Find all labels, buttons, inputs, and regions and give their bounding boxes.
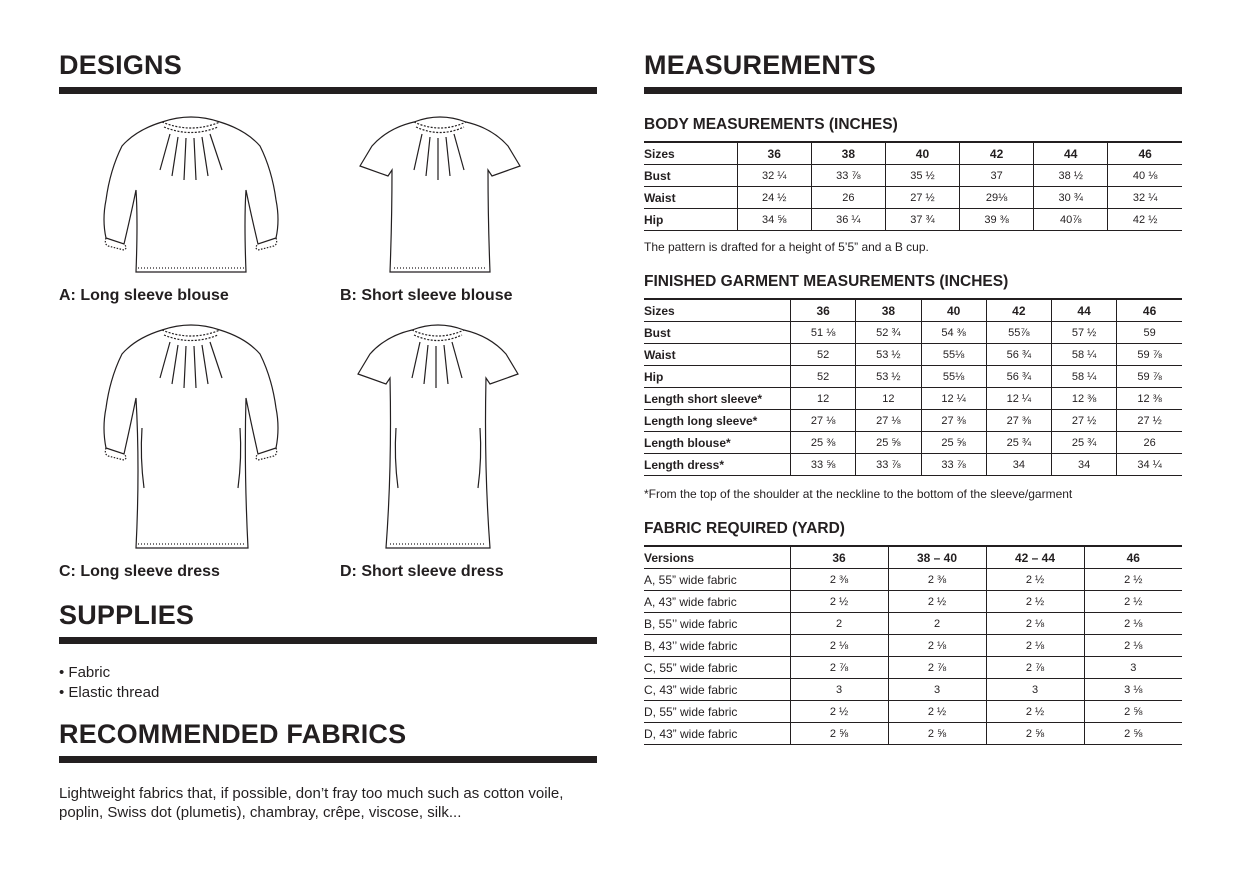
design-label-d: D: Short sleeve dress: [340, 563, 504, 580]
table-cell: 54 ⅜: [921, 322, 986, 344]
table-cell: 3 ⅛: [1084, 679, 1182, 701]
recommended-rule: [59, 756, 597, 763]
table-cell: 2 ½: [888, 591, 986, 613]
table-cell: 42 – 44: [986, 546, 1084, 569]
table-cell: 2 ½: [790, 701, 888, 723]
table-cell: A, 43” wide fabric: [644, 591, 790, 613]
supplies-title: SUPPLIES: [59, 600, 195, 630]
table-cell: 40: [921, 299, 986, 322]
table-cell: 33 ⅞: [856, 454, 921, 476]
table-cell: 2 ⅝: [1084, 723, 1182, 745]
list-item: • Fabric: [59, 663, 159, 683]
table-cell: 27 ½: [1051, 410, 1116, 432]
table-cell: 42: [960, 142, 1034, 165]
table-cell: 55⅛: [921, 366, 986, 388]
table-cell: 25 ⅜: [791, 432, 856, 454]
table-cell: 56 ¾: [986, 366, 1051, 388]
table-cell: Length long sleeve*: [644, 410, 791, 432]
table-cell: 53 ½: [856, 366, 921, 388]
table-cell: 52: [791, 344, 856, 366]
table-row: [644, 344, 1182, 366]
table-cell: 2: [790, 613, 888, 635]
table-cell: 2 ⅝: [986, 723, 1084, 745]
table-row: [644, 299, 1182, 322]
design-label-c: C: Long sleeve dress: [59, 563, 220, 580]
table-cell: 52: [791, 366, 856, 388]
table-cell: 2 ½: [986, 591, 1084, 613]
table-row: [644, 679, 1182, 701]
table-cell: 33 ⅞: [811, 165, 885, 187]
table-cell: Length blouse*: [644, 432, 791, 454]
table-row: [644, 388, 1182, 410]
table-cell: Sizes: [644, 299, 791, 322]
table-cell: 27 ⅛: [791, 410, 856, 432]
long-sleeve-dress-illustration: [100, 318, 282, 554]
table-row: [644, 546, 1182, 569]
table-cell: 52 ¾: [856, 322, 921, 344]
table-row: [644, 569, 1182, 591]
table-cell: B, 43’’ wide fabric: [644, 635, 790, 657]
table-cell: 27 ⅛: [856, 410, 921, 432]
table-cell: 2 ⅞: [986, 657, 1084, 679]
table-cell: 38 – 40: [888, 546, 986, 569]
table-row: [644, 366, 1182, 388]
table-cell: 34 ⅝: [737, 209, 811, 231]
table-cell: D, 43” wide fabric: [644, 723, 790, 745]
table-cell: 26: [1117, 432, 1182, 454]
table-cell: 3: [888, 679, 986, 701]
table-cell: 42 ½: [1108, 209, 1182, 231]
fabric-required-title: FABRIC REQUIRED (YARD): [644, 520, 845, 537]
measurements-title: MEASUREMENTS: [644, 50, 876, 80]
table-cell: 26: [811, 187, 885, 209]
supplies-list: [59, 663, 159, 703]
table-cell: Versions: [644, 546, 790, 569]
table-cell: 2: [888, 613, 986, 635]
recommended-text: Lightweight fabrics that, if possible, don’t fray too much such as cotton voile, poplin, Swiss dot (plumetis), chambray, crêpe, viscose, silk...: [59, 785, 564, 821]
table-cell: 2 ⅛: [790, 635, 888, 657]
table-cell: C, 43” wide fabric: [644, 679, 790, 701]
table-cell: 44: [1034, 142, 1108, 165]
recommended-title: RECOMMENDED FABRICS: [59, 719, 407, 749]
table-cell: 36: [791, 299, 856, 322]
table-cell: 34: [1051, 454, 1116, 476]
table-cell: 29⅛: [960, 187, 1034, 209]
table-cell: Length dress*: [644, 454, 791, 476]
table-cell: 2 ⅜: [888, 569, 986, 591]
table-cell: 56 ¾: [986, 344, 1051, 366]
table-cell: A, 55” wide fabric: [644, 569, 790, 591]
table-cell: 2 ⅛: [888, 635, 986, 657]
table-cell: 58 ¼: [1051, 344, 1116, 366]
table-cell: 3: [986, 679, 1084, 701]
table-row: [644, 613, 1182, 635]
table-row: [644, 701, 1182, 723]
table-row: [644, 410, 1182, 432]
fabric-required-table: [644, 545, 1182, 745]
table-cell: 51 ⅛: [791, 322, 856, 344]
table-cell: 40⅞: [1034, 209, 1108, 231]
table-row: [644, 209, 1182, 231]
table-cell: 32 ¼: [1108, 187, 1182, 209]
table-cell: 38: [856, 299, 921, 322]
table-cell: 46: [1084, 546, 1182, 569]
table-cell: 2 ½: [986, 569, 1084, 591]
body-measurements-note: The pattern is drafted for a height of 5’5” and a B cup.: [644, 240, 929, 254]
table-cell: 44: [1051, 299, 1116, 322]
table-row: [644, 432, 1182, 454]
table-cell: 27 ⅜: [921, 410, 986, 432]
table-cell: 2 ⅝: [888, 723, 986, 745]
table-cell: 38 ½: [1034, 165, 1108, 187]
table-cell: 25 ¾: [1051, 432, 1116, 454]
table-cell: 2 ½: [790, 591, 888, 613]
table-cell: 58 ¼: [1051, 366, 1116, 388]
table-cell: 2 ½: [888, 701, 986, 723]
table-cell: B, 55’’ wide fabric: [644, 613, 790, 635]
finished-measurements-table: [644, 298, 1182, 476]
short-sleeve-dress-illustration: [356, 318, 520, 554]
long-sleeve-blouse-illustration: [100, 110, 282, 278]
table-cell: 46: [1108, 142, 1182, 165]
table-cell: 40: [885, 142, 959, 165]
table-cell: 2 ½: [1084, 569, 1182, 591]
table-cell: 37 ¾: [885, 209, 959, 231]
table-cell: 2 ½: [986, 701, 1084, 723]
table-cell: 2 ⅛: [986, 635, 1084, 657]
table-cell: 27 ½: [885, 187, 959, 209]
designs-rule: [59, 87, 597, 94]
table-cell: 2 ⅛: [1084, 635, 1182, 657]
table-cell: 25 ¾: [986, 432, 1051, 454]
table-cell: 12: [791, 388, 856, 410]
table-cell: 2 ⅝: [790, 723, 888, 745]
table-cell: 59 ⅞: [1117, 344, 1182, 366]
table-cell: 34 ¼: [1117, 454, 1182, 476]
table-cell: C, 55” wide fabric: [644, 657, 790, 679]
table-cell: 33 ⅞: [921, 454, 986, 476]
short-sleeve-blouse-illustration: [358, 110, 522, 278]
body-measurements-table: [644, 141, 1182, 231]
table-row: [644, 142, 1182, 165]
table-cell: Bust: [644, 322, 791, 344]
table-cell: Sizes: [644, 142, 737, 165]
table-cell: 59 ⅞: [1117, 366, 1182, 388]
table-cell: 2 ⅛: [986, 613, 1084, 635]
table-cell: 12 ¼: [986, 388, 1051, 410]
table-cell: 2 ⅜: [790, 569, 888, 591]
table-cell: 36: [790, 546, 888, 569]
table-cell: Bust: [644, 165, 737, 187]
table-cell: 35 ½: [885, 165, 959, 187]
finished-measurements-title: FINISHED GARMENT MEASUREMENTS (INCHES): [644, 273, 1009, 290]
table-cell: 39 ⅜: [960, 209, 1034, 231]
table-cell: Waist: [644, 344, 791, 366]
table-row: [644, 322, 1182, 344]
table-cell: 42: [986, 299, 1051, 322]
table-cell: 3: [790, 679, 888, 701]
table-cell: 33 ⅝: [791, 454, 856, 476]
table-cell: 53 ½: [856, 344, 921, 366]
table-cell: 40 ⅛: [1108, 165, 1182, 187]
designs-title: DESIGNS: [59, 50, 182, 80]
table-cell: 2 ⅞: [888, 657, 986, 679]
table-row: [644, 723, 1182, 745]
table-cell: 27 ⅜: [986, 410, 1051, 432]
table-cell: 12 ¼: [921, 388, 986, 410]
supplies-rule: [59, 637, 597, 644]
table-cell: 34: [986, 454, 1051, 476]
table-cell: 59: [1117, 322, 1182, 344]
design-label-a: A: Long sleeve blouse: [59, 287, 229, 304]
table-cell: 12: [856, 388, 921, 410]
table-cell: 55⅞: [986, 322, 1051, 344]
table-cell: 55⅛: [921, 344, 986, 366]
table-cell: Length short sleeve*: [644, 388, 791, 410]
table-cell: 25 ⅝: [856, 432, 921, 454]
table-cell: D, 55” wide fabric: [644, 701, 790, 723]
table-cell: 2 ½: [1084, 591, 1182, 613]
table-cell: 12 ⅜: [1051, 388, 1116, 410]
table-cell: 32 ¼: [737, 165, 811, 187]
table-cell: 12 ⅜: [1117, 388, 1182, 410]
table-cell: Hip: [644, 366, 791, 388]
table-row: [644, 165, 1182, 187]
table-row: [644, 454, 1182, 476]
finished-measurements-note: *From the top of the shoulder at the neckline to the bottom of the sleeve/garment: [644, 487, 1073, 501]
body-measurements-title: BODY MEASUREMENTS (INCHES): [644, 116, 898, 133]
table-cell: 2 ⅞: [790, 657, 888, 679]
table-cell: 30 ¾: [1034, 187, 1108, 209]
table-row: [644, 657, 1182, 679]
table-cell: 24 ½: [737, 187, 811, 209]
table-cell: 2 ⅝: [1084, 701, 1182, 723]
table-cell: 38: [811, 142, 885, 165]
list-item: • Elastic thread: [59, 683, 159, 703]
table-row: [644, 635, 1182, 657]
table-cell: 25 ⅝: [921, 432, 986, 454]
table-cell: 46: [1117, 299, 1182, 322]
design-label-b: B: Short sleeve blouse: [340, 287, 513, 304]
table-cell: 57 ½: [1051, 322, 1116, 344]
table-cell: 37: [960, 165, 1034, 187]
table-cell: Hip: [644, 209, 737, 231]
table-cell: 36 ¼: [811, 209, 885, 231]
table-row: [644, 591, 1182, 613]
table-cell: 2 ⅛: [1084, 613, 1182, 635]
table-cell: 3: [1084, 657, 1182, 679]
measurements-rule: [644, 87, 1182, 94]
table-cell: 27 ½: [1117, 410, 1182, 432]
table-cell: 36: [737, 142, 811, 165]
table-cell: Waist: [644, 187, 737, 209]
table-row: [644, 187, 1182, 209]
